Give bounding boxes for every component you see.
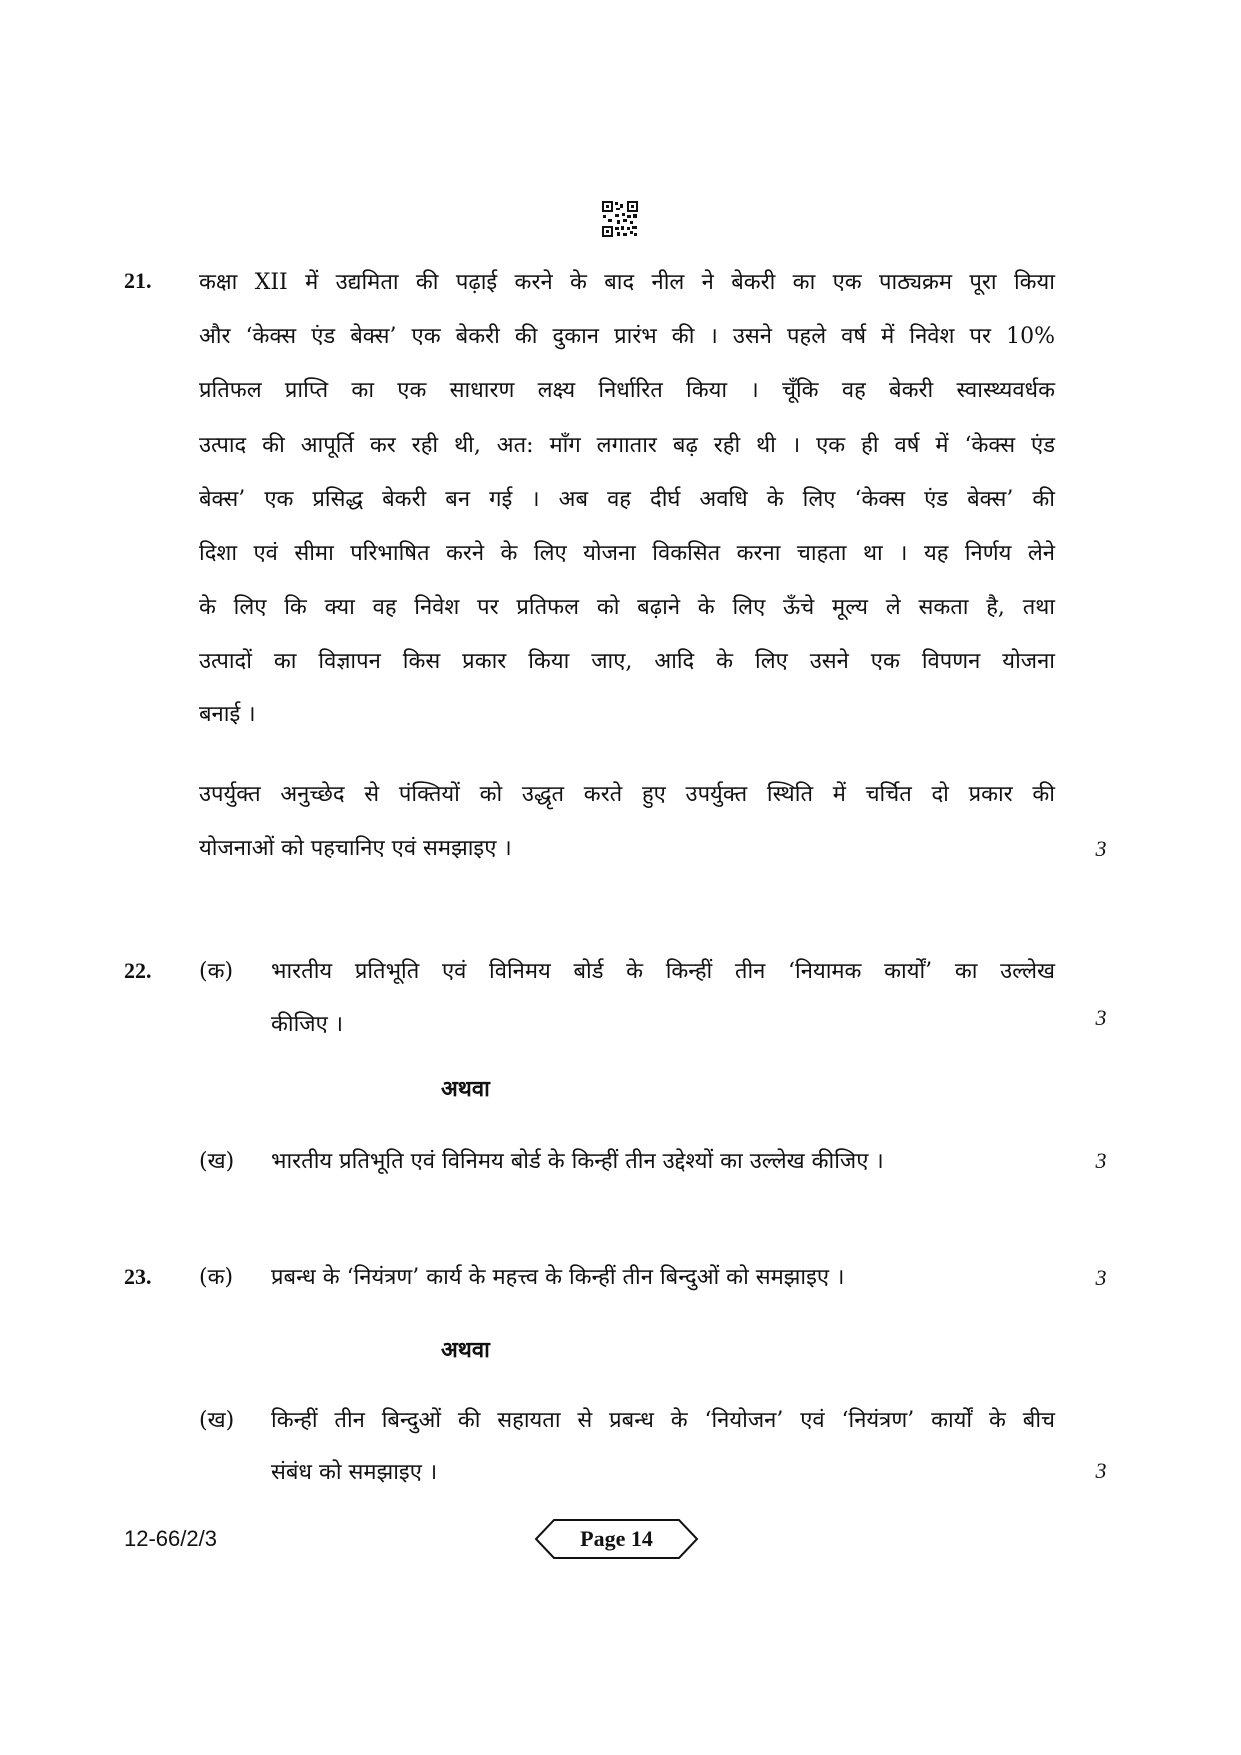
passage-line: और ‘केक्स एंड बेक्स’ एक बेकरी की दुकान प्रारंभ की । उसने पहले वर्ष में निवेश पर 10% <box>199 324 1055 349</box>
option-label: (ख) <box>199 1149 235 1174</box>
passage-line: बनाई । <box>199 702 256 727</box>
marks: 3 <box>1095 1458 1107 1483</box>
marks: 3 <box>1095 1005 1107 1030</box>
passage-line: उत्पादों का विज्ञापन किस प्रकार किया जाए, आदि के लिए उसने एक विपणन योजना <box>199 649 1055 674</box>
marks: 3 <box>1095 1148 1107 1173</box>
question-text-line: प्रबन्ध के ‘नियंत्रण’ कार्य के महत्त्व के किन्हीं तीन बिन्दुओं को समझाइए । <box>271 1265 845 1290</box>
question-number: 21. <box>124 268 152 293</box>
question-prompt-line: योजनाओं को पहचानिए एवं समझाइए । <box>199 836 512 861</box>
option-label: (क) <box>199 1265 234 1290</box>
page-number-badge <box>534 1518 699 1560</box>
passage-line: दिशा एवं सीमा परिभाषित करने के लिए योजना विकसित करना चाहता था । यह निर्णय लेने <box>199 541 1055 566</box>
passage-line: के लिए कि क्या वह निवेश पर प्रतिफल को बढ़ाने के लिए ऊँचे मूल्य ले सकता है, तथा <box>199 595 1055 620</box>
qr-code-icon <box>601 200 639 238</box>
marks: 3 <box>1095 836 1107 861</box>
question-text-line: भारतीय प्रतिभूति एवं विनिमय बोर्ड के किन्हीं तीन ‘नियामक कार्यों’ का उल्लेख <box>271 959 1055 984</box>
passage-line: उत्पाद की आपूर्ति कर रही थी, अत: माँग लगातार बढ़ रही थी । एक ही वर्ष में ‘केक्स एंड <box>199 433 1055 458</box>
question-prompt-line: उपर्युक्त अनुच्छेद से पंक्तियों को उद्धृत करते हुए उपर्युक्त स्थिति में चर्चित दो प्रकार की <box>199 782 1055 807</box>
question-number: 22. <box>124 958 152 983</box>
passage-line: बेक्स’ एक प्रसिद्ध बेकरी बन गई । अब वह दीर्घ अवधि के लिए ‘केक्स एंड बेक्स’ की <box>199 487 1055 512</box>
question-text-line: संबंध को समझाइए । <box>271 1460 438 1485</box>
page-number: Page 14 <box>580 1526 653 1551</box>
marks: 3 <box>1095 1265 1107 1290</box>
question-text-line: भारतीय प्रतिभूति एवं विनिमय बोर्ड के किन्हीं तीन उद्देश्यों का उल्लेख कीजिए । <box>271 1149 884 1174</box>
option-label: (क) <box>199 959 234 984</box>
option-label: (ख) <box>199 1408 235 1433</box>
question-text-line: कीजिए । <box>271 1012 344 1037</box>
passage-line: प्रतिफल प्राप्ति का एक साधारण लक्ष्य निर्धारित किया । चूँकि वह बेकरी स्वास्थ्यवर्धक <box>199 378 1055 403</box>
or-separator: अथवा <box>441 1337 490 1363</box>
question-text-line: किन्हीं तीन बिन्दुओं की सहायता से प्रबन्ध के ‘नियोजन’ एवं ‘नियंत्रण’ कार्यों के बीच <box>271 1408 1055 1433</box>
or-separator: अथवा <box>441 1076 490 1102</box>
paper-code: 12-66/2/3 <box>124 1526 217 1551</box>
passage-line: कक्षा XII में उद्यमिता की पढ़ाई करने के बाद नील ने बेकरी का एक पाठ्यक्रम पूरा किया <box>199 270 1055 295</box>
question-number: 23. <box>124 1264 152 1289</box>
